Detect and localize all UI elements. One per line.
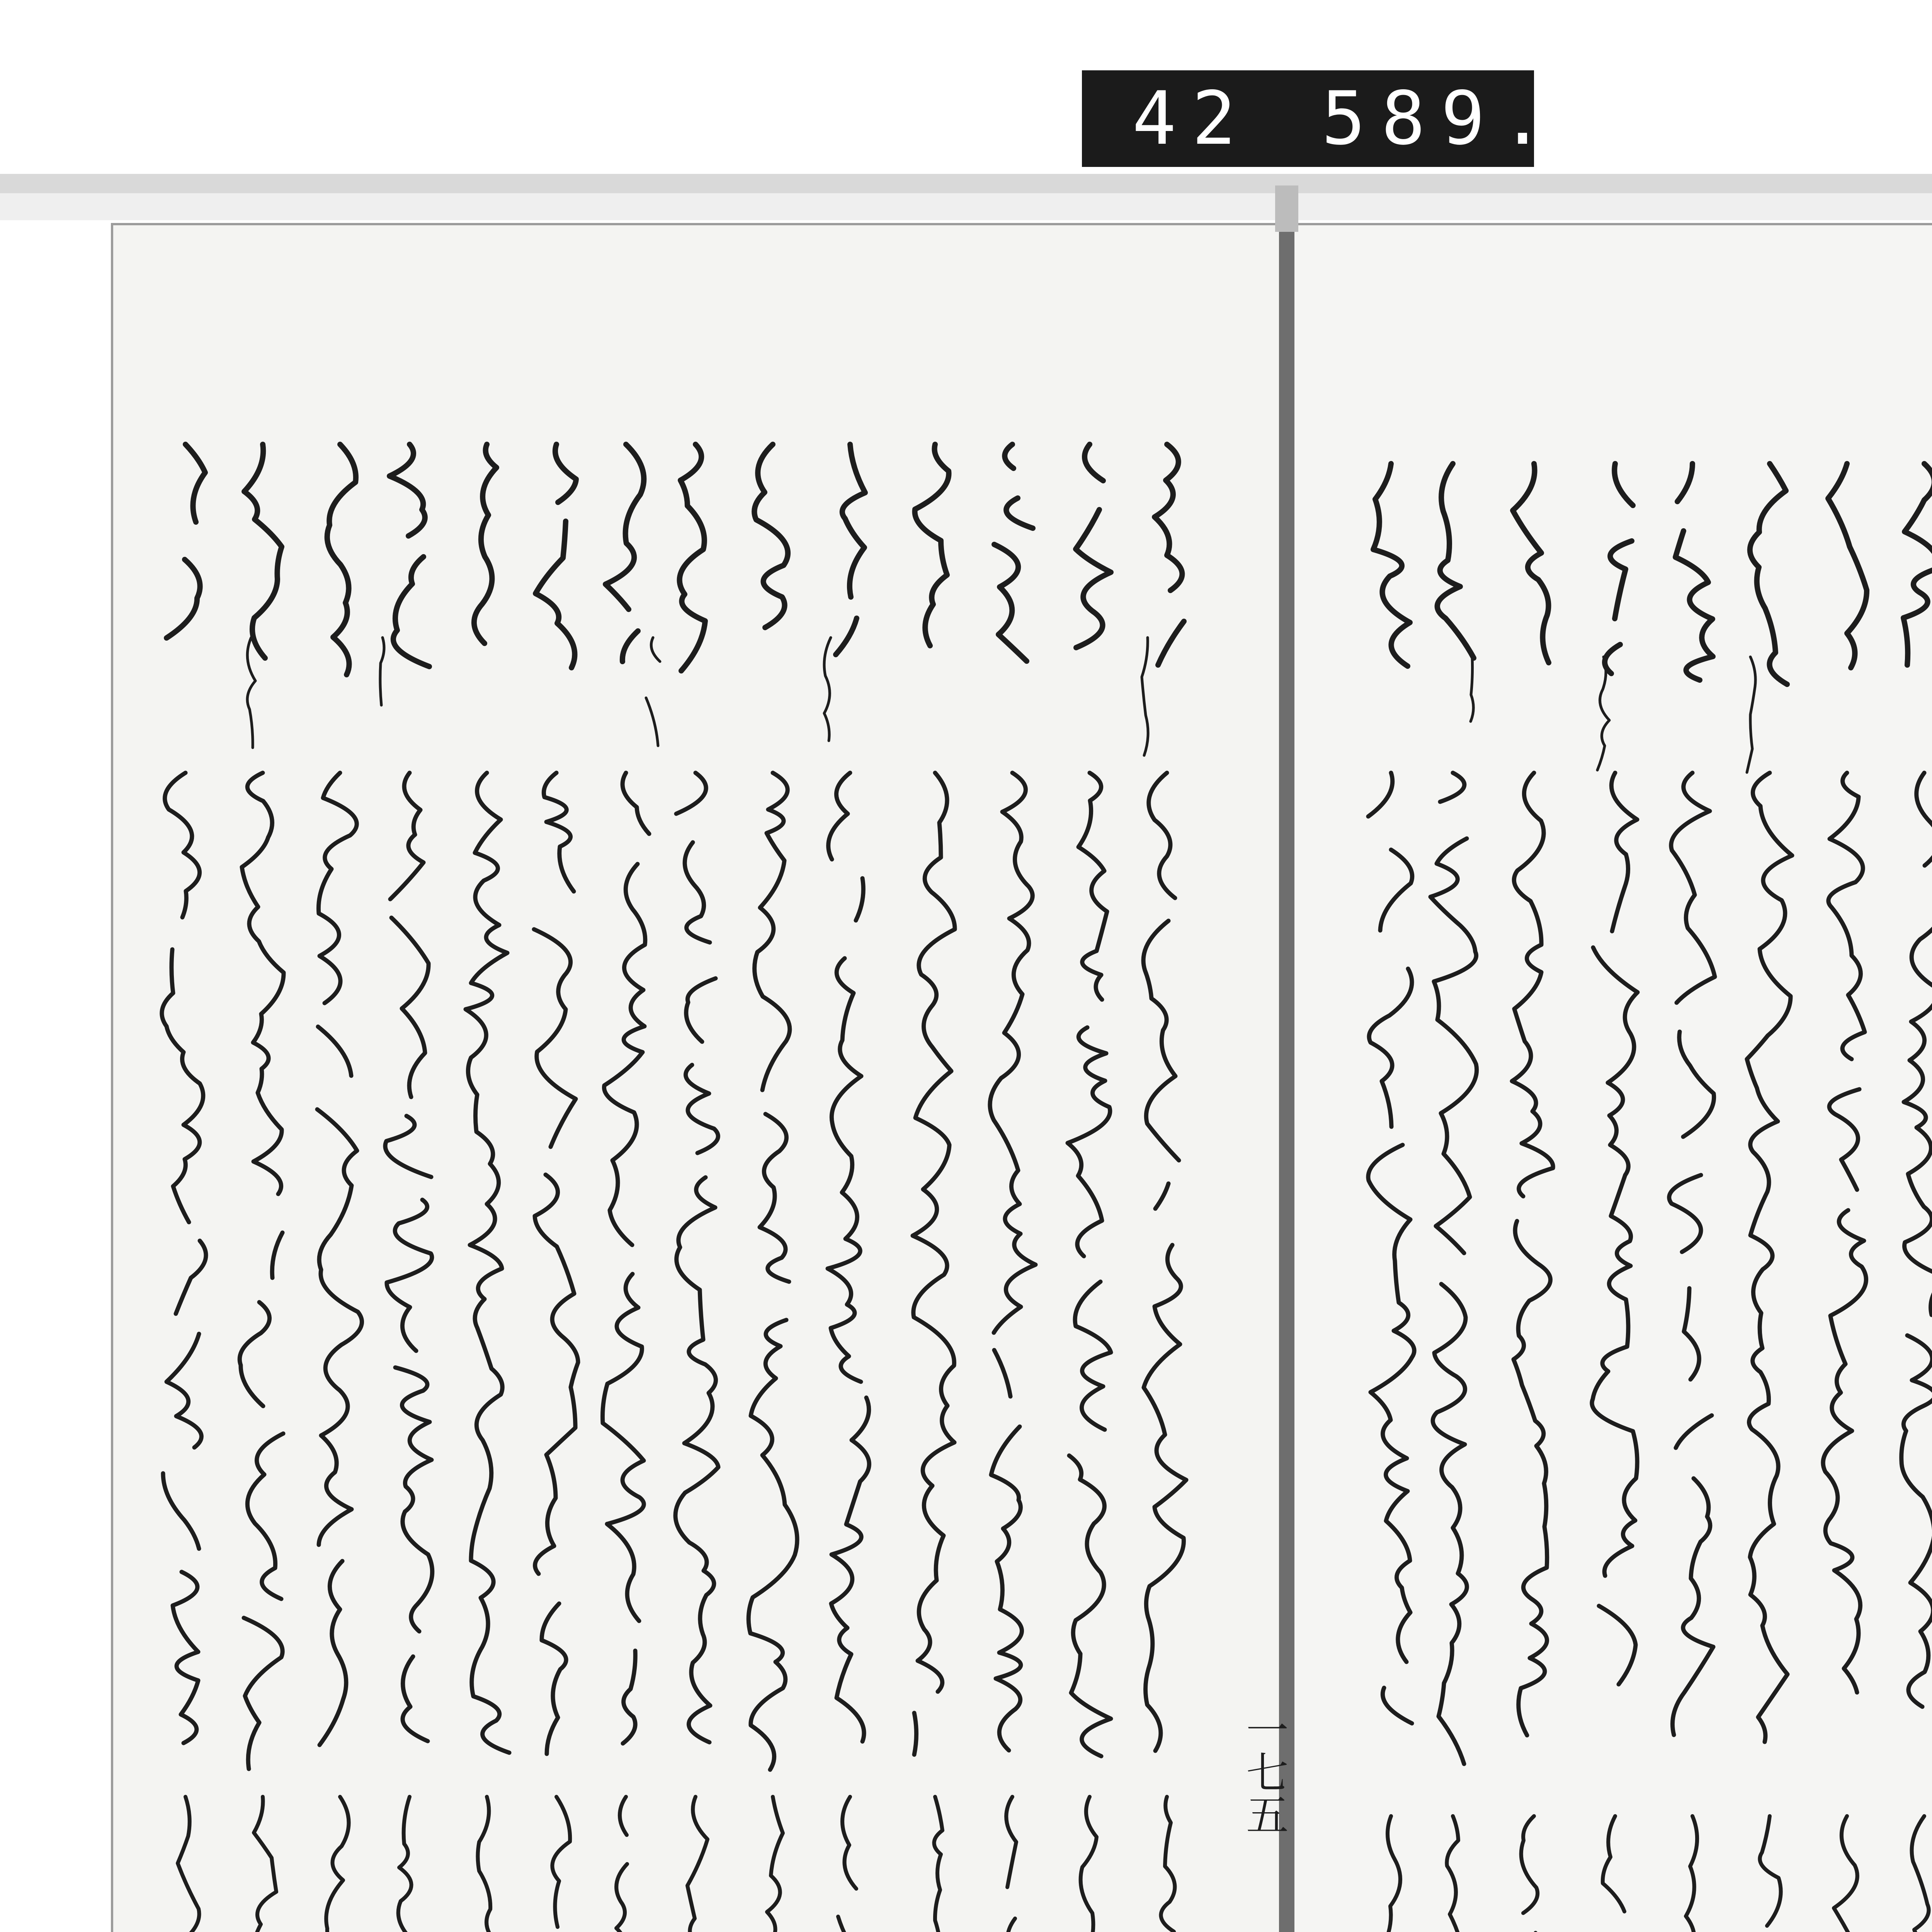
body-text-mark [1368,773,1414,1723]
body-text-mark [990,773,1036,1750]
headword-mark [1373,464,1410,666]
headword-mark [167,444,205,638]
attribution-mark [1081,1797,1097,1932]
attribution-mark [687,1797,707,1932]
headword-mark [1513,464,1549,663]
attribution-mark [1521,1816,1544,1932]
body-text-mark [1901,773,1932,1725]
body-text-mark [1068,773,1111,1756]
body-text-mark [1669,773,1715,1735]
attribution-mark [765,1797,784,1932]
attribution-mark [1603,1816,1625,1932]
headword-mark [1076,444,1111,648]
attribution-mark [173,1797,199,1932]
body-text-mark [1512,773,1553,1735]
attribution-mark [478,1797,497,1932]
headword-mark [915,444,949,646]
annotation-mark [1467,657,1473,758]
body-text-mark [1143,773,1186,1781]
headword-mark [1828,464,1867,668]
body-text-mark [466,773,509,1753]
annotation-mark [378,638,384,736]
attribution-mark [253,1797,276,1932]
headword-mark [1750,464,1787,684]
body-text-mark [1592,773,1638,1722]
annotation-mark [1142,638,1148,755]
body-text-mark [317,773,362,1745]
annotation-mark [247,638,255,767]
headword-mark [243,444,282,673]
attribution-mark [838,1797,863,1932]
headword-mark [474,444,497,643]
headword-mark [327,444,356,675]
attribution-mark [932,1797,942,1932]
page-number: 一七五 [1239,1708,1289,1835]
body-text-mark [603,773,650,1743]
attribution-mark [1912,1816,1932,1932]
attribution-mark [616,1797,628,1932]
headword-mark [754,444,788,666]
headword-mark [680,444,705,671]
body-text-mark [385,773,432,1741]
headword-mark [1437,464,1474,658]
headword-mark [605,444,644,662]
headword-mark [836,444,865,655]
body-text-mark [1747,773,1792,1742]
headword-mark [1155,444,1184,665]
attribution-mark [1381,1816,1401,1932]
attribution-mark [1447,1816,1464,1932]
annotation-mark [1747,657,1755,772]
annotation-mark [646,638,660,746]
headword-mark [1903,464,1932,665]
reel-number: 42 [1132,76,1252,161]
body-text-mark [534,773,578,1778]
body-text-mark [162,773,206,1743]
headword-mark [389,444,429,667]
body-text-mark [913,773,955,1755]
attribution-mark [326,1797,350,1932]
headword-mark [994,444,1033,661]
body-text-mark [1430,773,1477,1788]
frame-number: 589. [1321,76,1560,161]
body-text-mark [675,773,718,1742]
attribution-mark [1006,1797,1017,1932]
body-text-mark [1823,773,1866,1729]
body-text-mark [240,773,284,1800]
headword-mark [1675,464,1713,680]
annotation-mark [824,638,831,741]
body-text-mark [748,773,797,1770]
attribution-mark [543,1797,570,1932]
attribution-mark [1760,1816,1781,1932]
attribution-mark [1834,1816,1859,1932]
annotation-mark [1597,657,1609,770]
attribution-mark [1161,1797,1175,1932]
body-text-mark [828,773,869,1742]
attribution-mark [398,1797,418,1932]
attribution-mark [1686,1816,1699,1932]
headword-mark [1605,464,1633,707]
headword-mark [536,444,576,668]
